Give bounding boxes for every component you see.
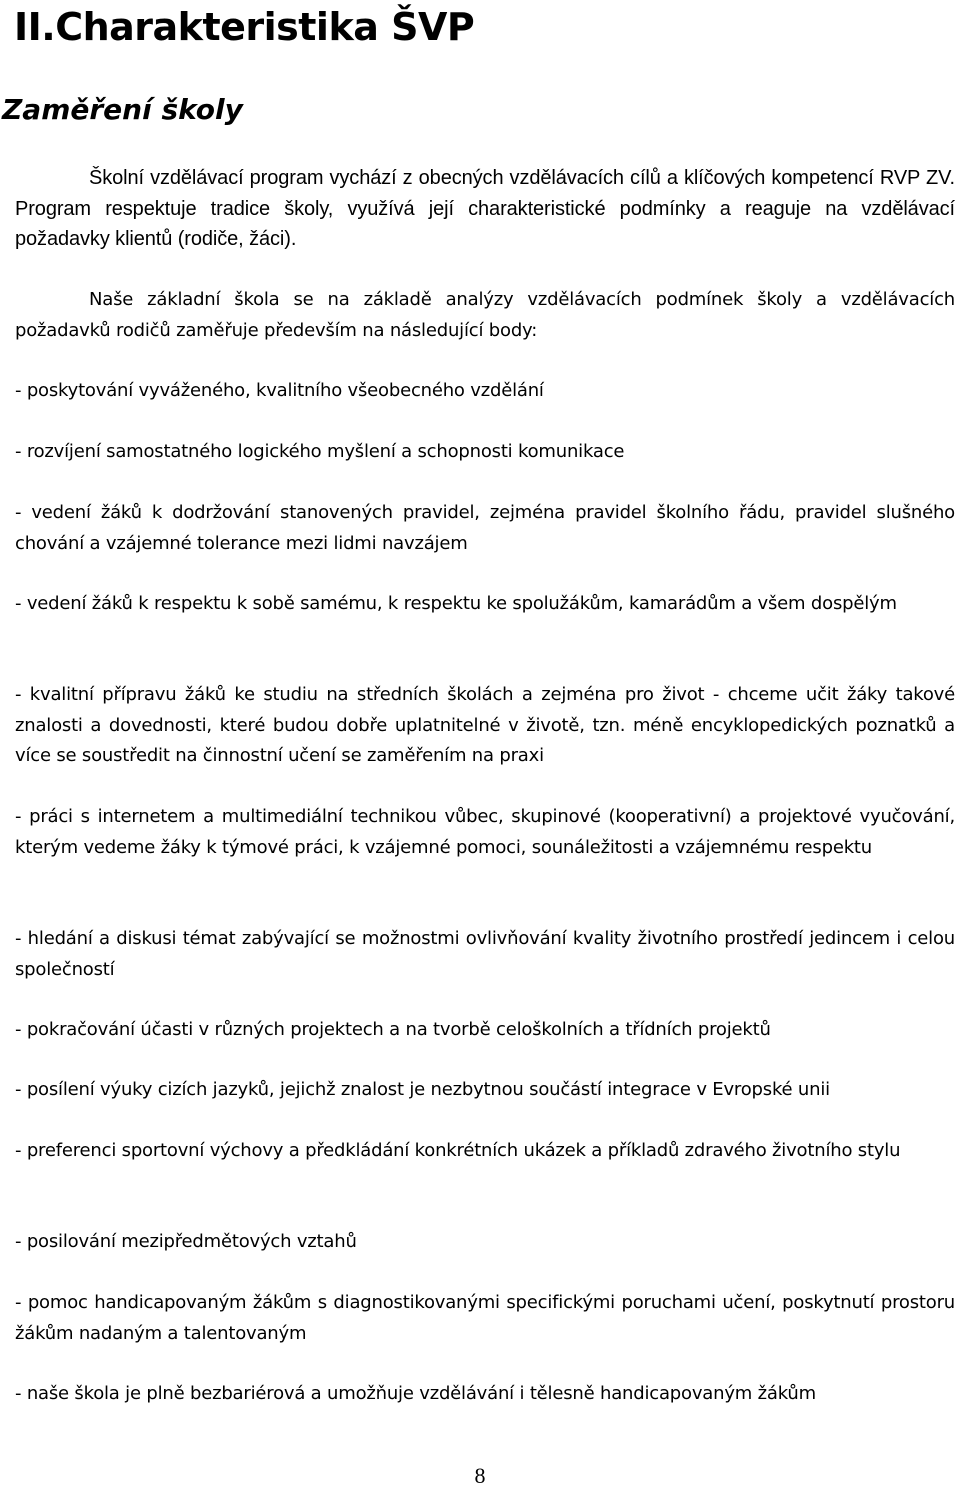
section-title: Zaměření školy xyxy=(2,93,243,126)
focus-point-10: - preferenci sportovní výchovy a předkládání konkrétních ukázek a příkladů zdravého životního stylu xyxy=(15,1140,901,1161)
focus-point-2: - rozvíjení samostatného logického myšlení a schopnosti komunikace xyxy=(15,441,625,462)
focus-point-3: - vedení žáků k dodržování stanovených pravidel, zejména pravidel školního řádu, pravidel slušného chování a vzájemné tolerance mezi lidmi navzájem xyxy=(15,502,955,554)
focus-point-12: - pomoc handicapovaným žákům s diagnostikovanými specifickými poruchami učení, poskytnutí prostoru žákům nadaným a talentovaným xyxy=(15,1292,955,1344)
lead-paragraph: Naše základní škola se na základě analýzy vzdělávacích podmínek školy a vzdělávacích požadavků rodičů zaměřuje především na následující body: xyxy=(15,289,955,341)
intro-paragraph: Školní vzdělávací program vychází z obecných vzdělávacích cílů a klíčových kompetencí RVP ZV. Program respektuje tradice školy, využívá její charakteristické podmínky a reaguje na vzdělávací požadavky klientů (rodiče, žáci). xyxy=(15,167,955,250)
focus-point-1: - poskytování vyváženého, kvalitního všeobecného vzdělání xyxy=(15,380,544,401)
focus-point-7: - hledání a diskusi témat zabývající se možnostmi ovlivňování kvality životního prostředí jedincem i celou společností xyxy=(15,928,955,980)
focus-point-4: - vedení žáků k respektu k sobě samému, k respektu ke spolužákům, kamarádům a všem dospělým xyxy=(15,593,897,614)
chapter-title: II.Charakteristika ŠVP xyxy=(14,5,475,49)
focus-point-5: - kvalitní přípravu žáků ke studiu na středních školách a zejména pro život - chceme učit žáky takové znalosti a dovednosti, které budou dobře uplatnitelné v životě, tzn. méně encyklopedických poznatků a více se soustředit na činnostní učení se zaměřením na praxi xyxy=(15,684,955,766)
page-number: 8 xyxy=(474,1463,486,1488)
focus-point-6: - práci s internetem a multimediální technikou vůbec, skupinové (kooperativní) a projektové vyučování, kterým vedeme žáky k týmové práci, k vzájemné pomoci, sounáležitosti a vzájemnému respektu xyxy=(15,806,955,858)
focus-point-13: - naše škola je plně bezbariérová a umožňuje vzdělávání i tělesně handicapovaným žákům xyxy=(15,1383,816,1404)
focus-point-11: - posilování mezipředmětových vztahů xyxy=(15,1231,357,1252)
focus-point-9: - posílení výuky cizích jazyků, jejichž znalost je nezbytnou součástí integrace v Evropské unii xyxy=(15,1079,830,1100)
focus-point-8: - pokračování účasti v různých projektech a na tvorbě celoškolních a třídních projektů xyxy=(15,1019,771,1040)
